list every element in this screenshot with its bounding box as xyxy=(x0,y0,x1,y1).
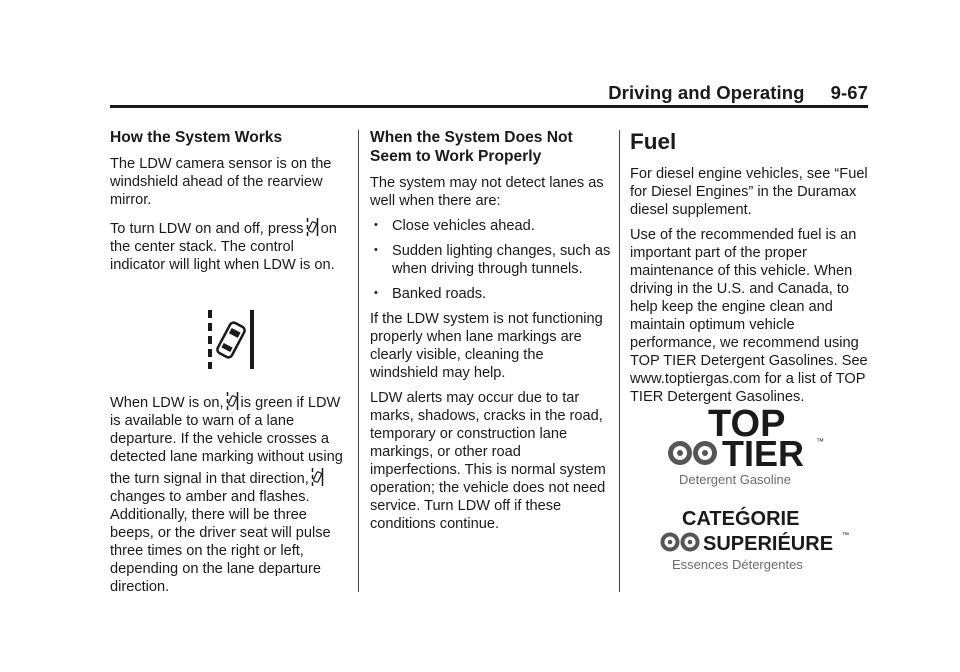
paragraph-camera-sensor: The LDW camera sensor is on the windshield ahead of the rearview mirror. xyxy=(110,156,332,208)
heading-how-system-works: How the System Works xyxy=(110,129,283,146)
text-segment: changes to amber and flashes. Additionally, there will be three beeps, or the driver seat will pulse three times on the right or left, depending on the lane departure direction. xyxy=(110,489,331,595)
trademark-symbol: ™ xyxy=(816,437,824,446)
header-rule xyxy=(110,105,868,108)
text-segment: To turn LDW on and off, press xyxy=(110,221,304,237)
list-item-text: Banked roads. xyxy=(392,286,487,302)
swirl-icon xyxy=(668,441,717,465)
text-segment: When LDW is on, xyxy=(110,395,224,411)
paragraph-diesel: For diesel engine vehicles, see “Fuel for Diesel Engines” in the Duramax diesel supplement. xyxy=(630,166,868,218)
section-title: Driving and Operating xyxy=(608,82,805,103)
bullet-icon: • xyxy=(374,219,378,231)
bullet-icon: • xyxy=(374,244,378,256)
heading-system-not-working: When the System Does Not Seem to Work Properly xyxy=(370,129,573,165)
list-item-text: Close vehicles ahead. xyxy=(392,218,535,234)
page-number: 9-67 xyxy=(830,82,868,103)
top-tier-logo xyxy=(664,400,834,488)
column-divider xyxy=(619,130,620,592)
column-system-not-working xyxy=(370,128,612,540)
column-fuel xyxy=(630,128,870,413)
list-item xyxy=(370,285,612,303)
heading-fuel: Fuel xyxy=(630,129,677,154)
paragraph-intro: The system may not detect lanes as well when there are: xyxy=(370,175,604,209)
logo-tagline: Essences Détergentes xyxy=(672,557,803,572)
header-text xyxy=(608,82,868,104)
bullet-icon: • xyxy=(374,287,378,299)
text-segment: is green if LDW is available to warn of a lane departure. If the vehicle crosses a detected lane marking without using the turn signal in that direction, xyxy=(110,395,343,487)
swirl-icon xyxy=(661,533,700,552)
paragraph-turn-ldw-on-off xyxy=(110,216,348,274)
paragraph-cleaning: If the LDW system is not functioning properly when lane markings are clearly visible, cleaning the windshield may help. xyxy=(370,311,603,381)
list-item-text: Sudden lighting changes, such as when driving through tunnels. xyxy=(392,243,611,277)
logo-top-text: TOP xyxy=(708,403,786,445)
column-divider xyxy=(358,130,359,592)
lane-departure-warning-icon xyxy=(311,466,324,488)
categorie-superieure-logo xyxy=(656,505,856,575)
list-item xyxy=(370,217,612,235)
logo-superieure-text: SUPERIÉURE xyxy=(703,533,834,555)
page-header xyxy=(110,78,868,108)
list-item xyxy=(370,242,612,278)
paragraph-ldw-status xyxy=(110,390,348,596)
logo-tier-text: TIER xyxy=(722,433,805,474)
text-segment: on the center stack. The control indicator will light when LDW is on. xyxy=(110,221,337,273)
paragraph-false-alerts: LDW alerts may occur due to tar marks, shadows, cracks in the road, temporary or construction lane markings, or other road imperfections. This is normal system operation; the vehicle does not need service. Turn LDW off if these conditions continue. xyxy=(370,390,606,532)
logo-tagline: Detergent Gasoline xyxy=(679,472,792,487)
paragraph-recommended-fuel: Use of the recommended fuel is an important part of the proper maintenance of this vehicle. When driving in the U.S. and Canada, to help keep the engine clean and maintain optimum vehicle performance, we recommend using TOP TIER Detergent Gasolines. See www.toptiergas.com for a list of TOP TIER Detergent Gasolines. xyxy=(630,227,868,405)
trademark-symbol: ™ xyxy=(842,532,849,539)
lane-departure-warning-icon xyxy=(306,216,319,238)
lane-departure-warning-icon xyxy=(226,390,239,412)
column-how-system-works xyxy=(110,128,348,603)
lane-departure-warning-illustration xyxy=(205,308,257,370)
logo-categorie-text: CATEǴORIE xyxy=(682,508,800,530)
